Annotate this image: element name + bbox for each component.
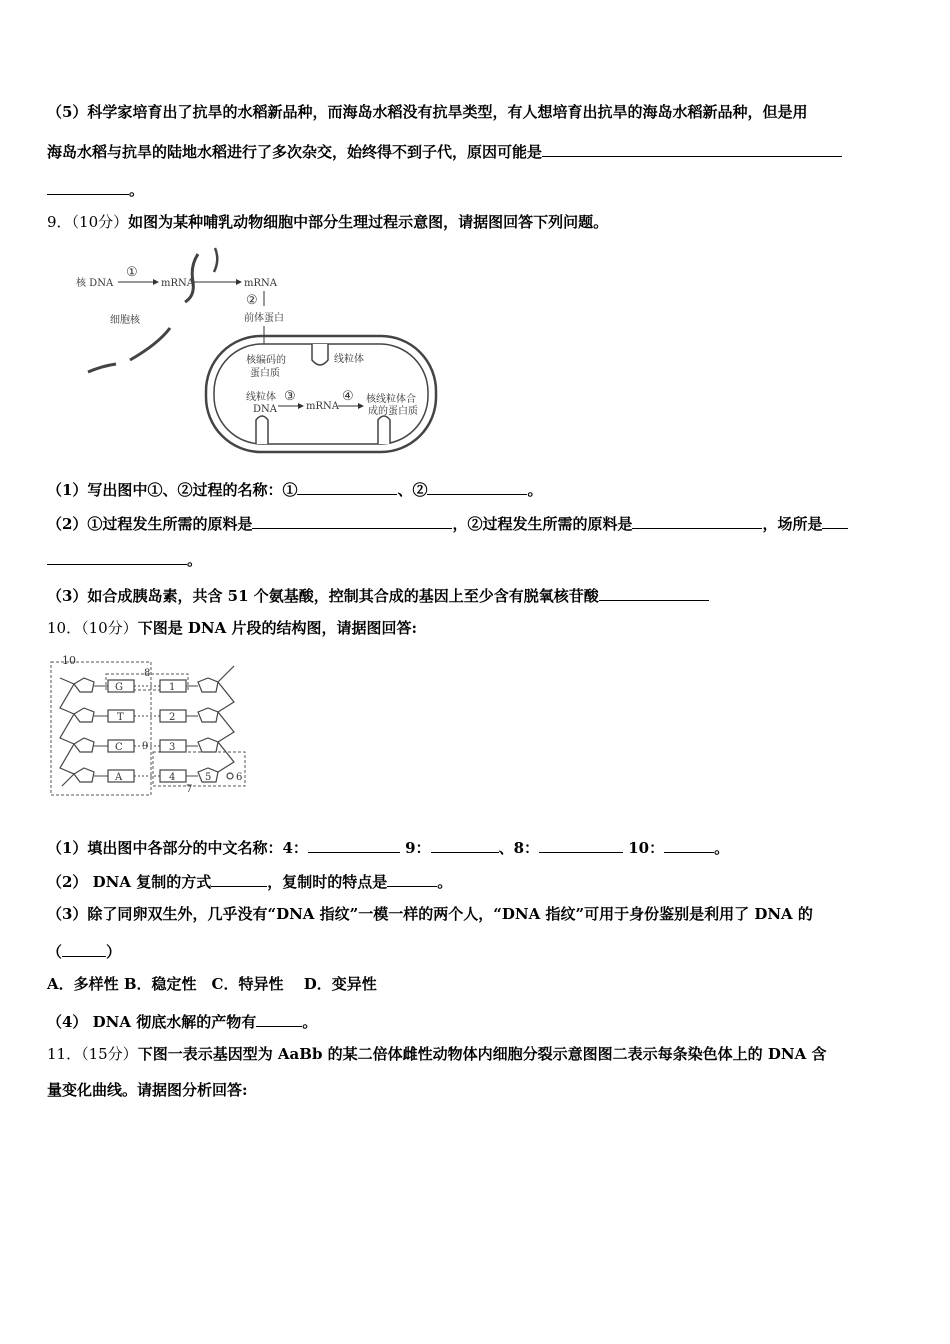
q10-p1-text-b: 9： — [399, 839, 431, 857]
label-nucleus: 细胞核 — [110, 315, 140, 326]
q10-title — [47, 618, 903, 638]
q9-p3 — [47, 584, 903, 606]
q9-num: 9．（10分） — [47, 213, 129, 231]
q10-p4-text: （4） DNA 彻底水解的产物有 — [47, 1013, 257, 1031]
q11-stem: 下图一表示基因型为 AaBb 的某二倍体雌性动物体内细胞分裂示意图图二表示每条染色体上的 DNA 含 — [137, 1045, 827, 1063]
label-joint-protein-1: 核线粒体合 — [366, 394, 416, 405]
label-circle1: ① — [126, 265, 138, 280]
backbone-left — [60, 678, 74, 786]
q9-p3-blank[interactable] — [599, 584, 709, 601]
q8-p5-text: 海岛水稻与抗旱的陆地水稻进行了多次杂交，始终得不到子代，原因可能是 — [47, 143, 543, 161]
q10-p3: （3）除了同卵双生外，几乎没有“DNA 指纹”一模一样的两个人，“DNA 指纹”可用于身份鉴别是利用了 DNA 的 — [47, 905, 813, 923]
q9-stem: 如图为某种哺乳动物细胞中部分生理过程示意图，请据图回答下列问题。 — [128, 213, 609, 231]
q10-p1-text-c: 、8： — [498, 839, 539, 857]
sugar-right-1 — [198, 678, 218, 692]
q8-p5-answer-blank-1[interactable] — [542, 140, 842, 157]
crista-bottom-right — [378, 416, 390, 444]
q10-p4 — [47, 1010, 903, 1032]
crista-top — [312, 344, 328, 365]
label-base-c: C — [115, 742, 123, 753]
q10-p2-blank-2[interactable] — [387, 870, 437, 887]
q9-p1-blank-1[interactable] — [297, 478, 397, 495]
sugar-left-4 — [74, 768, 94, 782]
q10-p2-text-b: ，复制时的特点是 — [267, 873, 388, 891]
q11-title — [47, 1044, 903, 1064]
arrow-mrna-head — [236, 279, 242, 285]
q10-p3-open: （ — [47, 943, 63, 961]
q10-p2-text-a: （2） DNA 复制的方式 — [47, 873, 212, 891]
q9-p1-blank-2[interactable] — [427, 478, 527, 495]
q11-stem-cont: 量变化曲线。请据图分析回答: — [47, 1081, 248, 1099]
label-mrna-a: mRNA — [161, 278, 194, 289]
q10-p3-close: ） — [106, 943, 122, 961]
q8-p5-answer-blank-2[interactable] — [47, 178, 129, 195]
label-4: 4 — [169, 772, 176, 783]
nuclear-envelope-bottom — [130, 328, 170, 360]
nuclear-envelope-left — [88, 364, 116, 372]
q9-p2-blank-2[interactable] — [632, 512, 762, 529]
label-10: 10 — [62, 654, 76, 667]
q9-p2-cont — [47, 548, 903, 570]
backbone-right — [218, 666, 234, 772]
q10-dna-diagram — [48, 652, 258, 802]
label-mrna-b: mRNA — [244, 278, 277, 289]
q9-p1 — [47, 478, 903, 500]
q9-p2-blank-1[interactable] — [252, 512, 452, 529]
arrow-1-head — [153, 279, 159, 285]
label-circle3: ③ — [284, 389, 296, 404]
q10-p1 — [47, 836, 903, 858]
label-nuclear-protein-1: 核编码的 — [246, 355, 286, 366]
q10-p4-blank[interactable] — [256, 1010, 302, 1027]
label-precursor: 前体蛋白 — [244, 313, 284, 324]
q9-p2-text-a: （2）①过程发生所需的原料是 — [47, 515, 253, 533]
q8-p5-line1: （5）科学家培育出了抗旱的水稻新品种，而海岛水稻没有抗旱类型，有人想培育出抗旱的海岛水稻新品种，但是用 — [47, 103, 808, 121]
q9-p3-text: （3）如合成胰岛素，共含 51 个氨基酸，控制其合成的基因上至少含有脱氧核苷酸 — [47, 587, 599, 605]
q9-p2-blank-3[interactable] — [822, 512, 848, 529]
q10-p4-end: 。 — [302, 1013, 318, 1031]
q10-p1-text-d: 10： — [623, 839, 665, 857]
label-circle4: ④ — [342, 389, 354, 404]
sugar-left-2 — [74, 708, 94, 722]
q10-p1-blank-10[interactable] — [664, 836, 714, 853]
sugar-right-3 — [198, 738, 218, 752]
q8-p5-end: 。 — [129, 181, 145, 199]
q10-p1-blank-9[interactable] — [431, 836, 499, 853]
label-9: 9 — [142, 741, 149, 752]
q9-p1-end: 。 — [527, 481, 543, 499]
q9-p1-sep: 、② — [397, 481, 428, 499]
label-mito-dna-1: 线粒体 — [246, 392, 276, 403]
label-8: 8 — [144, 668, 151, 679]
label-5: 5 — [205, 772, 212, 783]
label-2: 2 — [169, 712, 176, 723]
q10-stem: 下图是 DNA 片段的结构图，请据图回答: — [137, 619, 418, 637]
label-7: 7 — [186, 784, 193, 795]
q10-p2-end: 。 — [437, 873, 453, 891]
label-mrna-c: mRNA — [306, 401, 339, 412]
q9-title — [47, 212, 903, 232]
q10-p1-blank-8[interactable] — [539, 836, 623, 853]
label-joint-protein-2: 成的蛋白质 — [368, 406, 418, 417]
q10-p2 — [47, 870, 903, 892]
label-1: 1 — [169, 682, 176, 693]
label-3: 3 — [169, 742, 176, 753]
q9-p2-text-c: ，场所是 — [762, 515, 823, 533]
q11-num: 11．（15分） — [47, 1045, 138, 1063]
q10-p1-blank-4[interactable] — [308, 836, 400, 853]
q9-p2-text-b: ，②过程发生所需的原料是 — [452, 515, 633, 533]
q9-cell-diagram — [70, 244, 450, 462]
q10-num: 10．（10分） — [47, 619, 138, 637]
q9-p1-text: （1）写出图中①、②过程的名称：① — [47, 481, 298, 499]
q10-p2-blank-1[interactable] — [211, 870, 267, 887]
sugar-left-3 — [74, 738, 94, 752]
label-base-a: A — [115, 772, 123, 783]
q10-options: A．多样性 B．稳定性 C．特异性 D．变异性 — [47, 975, 377, 993]
q10-p3-blank[interactable] — [62, 940, 106, 957]
label-base-g: G — [115, 682, 123, 693]
q9-p2-end: 。 — [187, 551, 203, 569]
arrow-3-head — [298, 403, 304, 409]
q9-p2 — [47, 512, 903, 534]
q9-p2-blank-4[interactable] — [47, 548, 187, 565]
nuclear-envelope-top-2 — [214, 248, 217, 272]
arrow-4-head — [358, 403, 364, 409]
q10-p1-end: 。 — [714, 839, 730, 857]
q10-p3-cont — [47, 940, 903, 962]
sugar-right-2 — [198, 708, 218, 722]
q8-p5-line3 — [47, 178, 903, 200]
label-nuclear-protein-2: 蛋白质 — [250, 368, 280, 379]
label-base-t: T — [117, 712, 124, 723]
crista-bottom-left — [256, 416, 268, 444]
label-mito-dna-2: DNA — [253, 404, 277, 415]
q10-p1-text-a: （1）填出图中各部分的中文名称：4： — [47, 839, 308, 857]
sugar-left-1 — [74, 678, 94, 692]
phosphate-6 — [227, 773, 233, 779]
label-mitochondrion: 线粒体 — [334, 354, 364, 365]
label-circle2: ② — [246, 293, 258, 308]
q8-p5-line2 — [47, 140, 903, 162]
label-6: 6 — [236, 772, 243, 783]
label-nuclear-dna: 核 DNA — [76, 278, 114, 289]
